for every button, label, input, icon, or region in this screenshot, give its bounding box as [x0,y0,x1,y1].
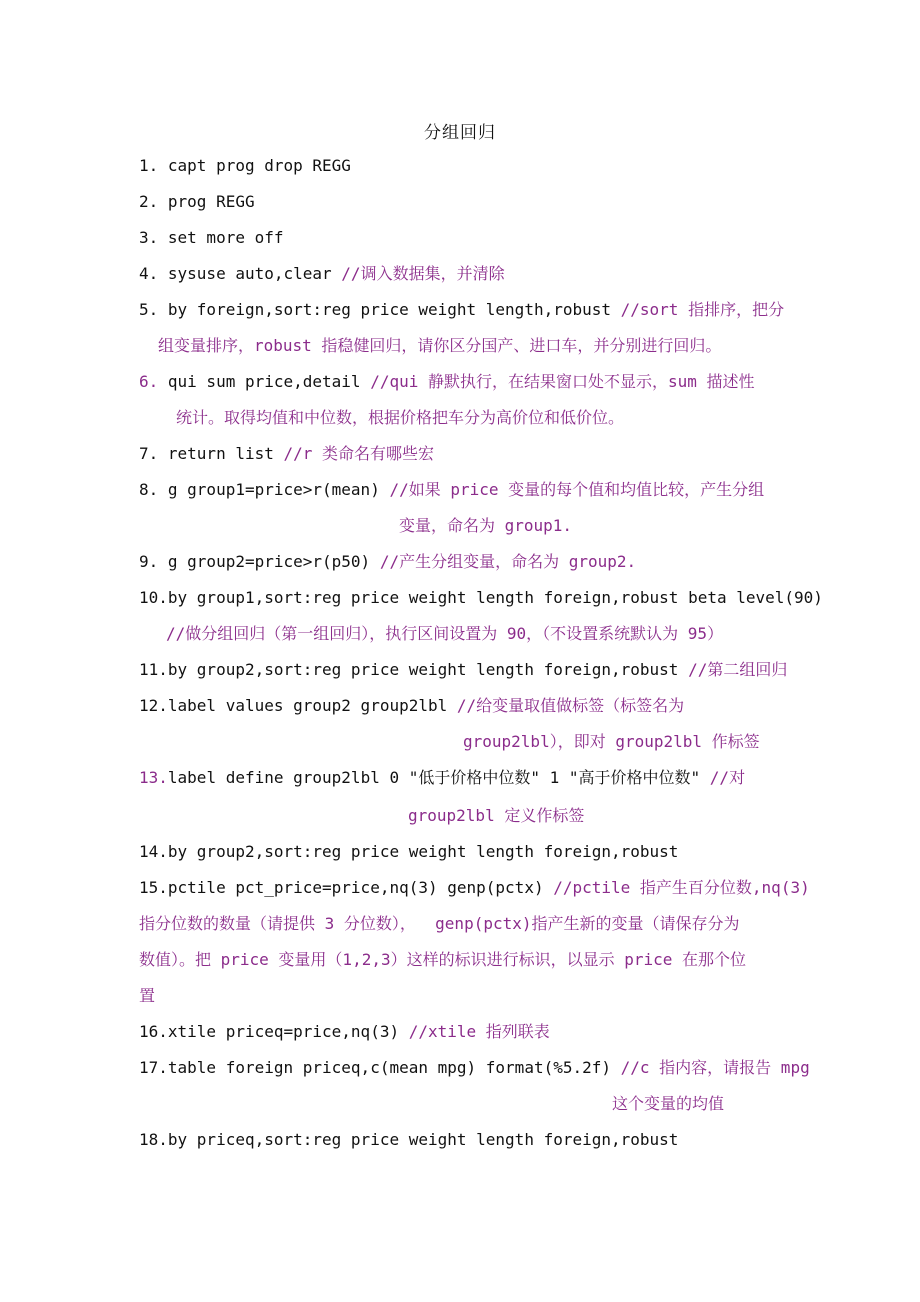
code-line-12-cont [463,731,760,753]
line-number: 6. [139,372,159,391]
code-line-17-cont [612,1093,724,1115]
code-line-4: 4. sysuse auto,clear //调入数据集，并清除 [139,264,505,283]
comment: //xtile 指列联表 [408,1022,550,1041]
comment: //对 [709,768,746,787]
comment: 这个变量的均值 [612,1094,725,1113]
code-line-3: 3. set more off [139,228,284,247]
code-line-18: 18.by priceq,sort:reg price weight length foreign,robust [139,1130,679,1149]
comment: //r 类命名有哪些宏 [283,444,435,463]
code-line-15: 15.pctile pct_price=price,nq(3) genp(pctx) //pctile 指产生百分位数,nq(3) [139,878,810,897]
comment: //给变量取值做标签（标签名为 [456,696,685,715]
comment: group2lbl 定义作标签 [408,806,585,825]
code-line-9: 9. g group2=price>r(p50) //产生分组变量，命名为 group2. [139,552,637,571]
code-line-14: 14.by group2,sort:reg price weight length foreign,robust [139,842,679,861]
code-line-12: 12.label values group2 group2lbl //给变量取值做标签（标签名为 [139,696,685,715]
code-line-6: 6. qui sum price,detail //qui 静默执行，在结果窗口处不显示，sum 描述性 [139,372,755,391]
comment: //做分组回归（第一组回归），执行区间设置为 90，（不设置系统默认为 95） [166,624,724,643]
code-line-13: 13.label define group2lbl 0 "低于价格中位数" 1 "高于价格中位数" //对 [139,768,746,787]
line-number: 13. [139,768,168,787]
code-line-17: 17.table foreign priceq,c(mean mpg) format(%5.2f) //c 指内容，请报告 mpg [139,1058,810,1077]
comment: //产生分组变量，命名为 group2. [379,552,637,571]
comment: 数值）。把 price 变量用（1,2,3）这样的标识进行标识，以显示 price 在那个位 [139,950,747,969]
code-line-2: 2. prog REGG [139,192,255,211]
comment: 置 [139,986,156,1005]
code-line-8-cont [399,515,572,537]
code-line-15-cont-3 [139,985,155,1007]
comment: //sort 指排序，把分 [620,300,785,319]
code-line-13-cont [408,805,584,827]
comment: //调入数据集，并清除 [341,264,505,283]
code-line-5-cont [158,335,721,357]
code-line-10-cont [166,623,723,645]
comment: 组变量排序，robust 指稳健回归，请你区分国产、进口车，并分别进行回归。 [158,336,722,355]
code-line-6-cont [176,407,624,429]
code-line-8: 8. g group1=price>r(mean) //如果 price 变量的每个值和均值比较，产生分组 [139,480,765,499]
code-line-7: 7. return list //r 类命名有哪些宏 [139,444,435,463]
code-line-15-cont-1 [139,913,740,935]
comment: 变量，命名为 group1. [399,516,573,535]
code-line-11: 11.by group2,sort:reg price weight length foreign,robust //第二组回归 [139,660,788,679]
comment: //qui 静默执行，在结果窗口处不显示，sum 描述性 [370,372,755,391]
code-line-15-cont-2 [139,949,746,971]
code-line-16: 16.xtile priceq=price,nq(3) //xtile 指列联表 [139,1022,550,1041]
code-line-1: 1. capt prog drop REGG [139,156,351,175]
comment: //如果 price 变量的每个值和均值比较，产生分组 [389,480,765,499]
comment: //pctile 指产生百分位数,nq(3) [553,878,810,897]
comment: 指分位数的数量（请提供 3 分位数）， genp(pctx)指产生新的变量（请保存分为 [139,914,740,933]
document-title: 分组回归 [424,123,496,143]
code-line-5: 5. by foreign,sort:reg price weight length,robust //sort 指排序，把分 [139,300,785,319]
comment: group2lbl），即对 group2lbl 作标签 [463,732,760,751]
code-line-10: 10.by group1,sort:reg price weight length foreign,robust beta level(90) [139,588,823,607]
comment: 统计。取得均值和中位数，根据价格把车分为高价位和低价位。 [176,408,625,427]
comment: //第二组回归 [688,660,788,679]
comment: //c 指内容，请报告 mpg [620,1058,810,1077]
